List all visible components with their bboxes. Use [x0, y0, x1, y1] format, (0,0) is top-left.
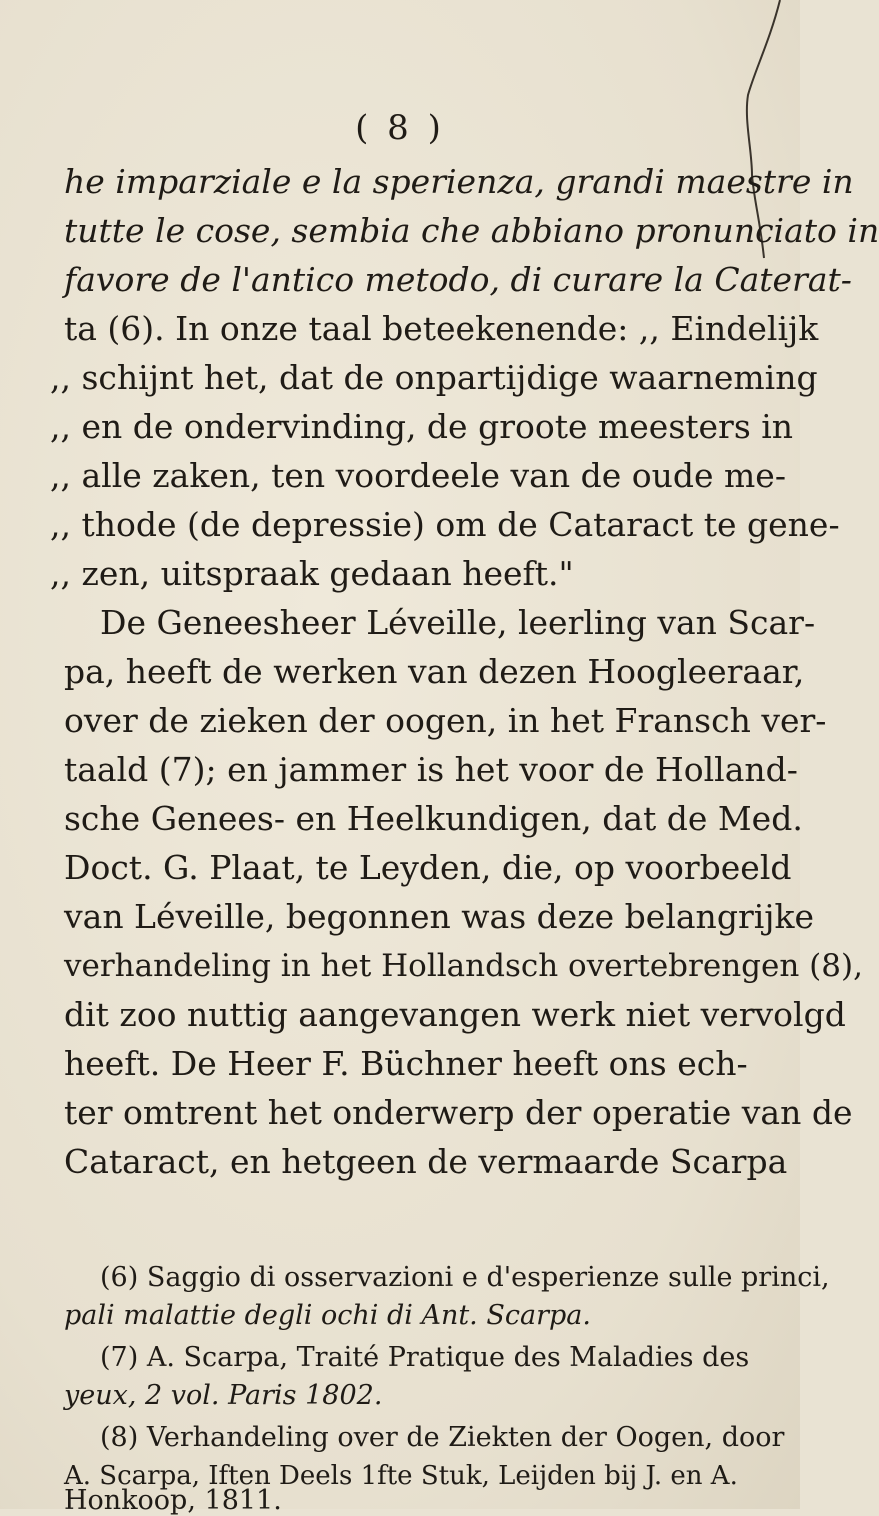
- body-line: taald (7); en jammer is het voor de Holland-: [64, 750, 798, 789]
- body-line: ta (6). In onze taal beteekenende: ,, Eindelijk: [64, 309, 819, 348]
- body-line: Cataract, en hetgeen de vermaarde Scarpa: [64, 1142, 788, 1181]
- body-line: pa, heeft de werken van dezen Hoogleeraar,: [64, 652, 805, 691]
- page-number: ( 8 ): [355, 108, 445, 148]
- footnote-line: Honkoop, 1811.: [64, 1485, 282, 1516]
- body-line: heeft. De Heer F. Büchner heeft ons ech-: [64, 1044, 748, 1083]
- body-line: Doct. G. Plaat, te Leyden, die, op voorbeeld: [64, 848, 792, 887]
- body-line: ,, schijnt het, dat de onpartijdige waarneming: [50, 358, 818, 397]
- body-line: van Léveille, begonnen was deze belangrijke: [64, 897, 815, 936]
- body-line: ,, alle zaken, ten voordeele van de oude me-: [50, 456, 786, 495]
- body-line: ,, zen, uitspraak gedaan heeft.": [50, 554, 574, 593]
- body-line: favore de l'antico metodo, di curare la Caterat-: [64, 260, 852, 299]
- body-line: sche Genees- en Heelkundigen, dat de Med.: [64, 799, 803, 838]
- body-line: De Geneesheer Léveille, leerling van Scar-: [100, 603, 816, 642]
- body-line: ,, thode (de depressie) om de Cataract te gene-: [50, 505, 840, 544]
- body-line: over de zieken der oogen, in het Fransch ver-: [64, 701, 827, 740]
- footnote-line: A. Scarpa, Iften Deels 1fte Stuk, Leijden bij J. en A.: [64, 1461, 738, 1491]
- body-line: tutte le cose, sembia che abbiano pronunciato in: [64, 211, 879, 250]
- footnote-line: (7) A. Scarpa, Traité Pratique des Maladies des: [100, 1342, 750, 1373]
- body-line: ,, en de ondervinding, de groote meesters in: [50, 407, 794, 446]
- footnote-line: pali malattie degli ochi di Ant. Scarpa.: [64, 1300, 591, 1331]
- footnote-line: (8) Verhandeling over de Ziekten der Oogen, door: [100, 1422, 785, 1453]
- body-line: dit zoo nuttig aangevangen werk niet vervolgd: [64, 995, 846, 1034]
- footnote-line: (6) Saggio di osservazioni e d'esperienze sulle princi,: [100, 1262, 830, 1293]
- body-line: ter omtrent het onderwerp der operatie van de: [64, 1093, 853, 1132]
- body-line: verhandeling in het Hollandsch overtebrengen (8),: [64, 948, 863, 984]
- body-line: he imparziale e la sperienza, grandi maestre in: [64, 162, 854, 201]
- footnote-line: yeux, 2 vol. Paris 1802.: [64, 1380, 383, 1411]
